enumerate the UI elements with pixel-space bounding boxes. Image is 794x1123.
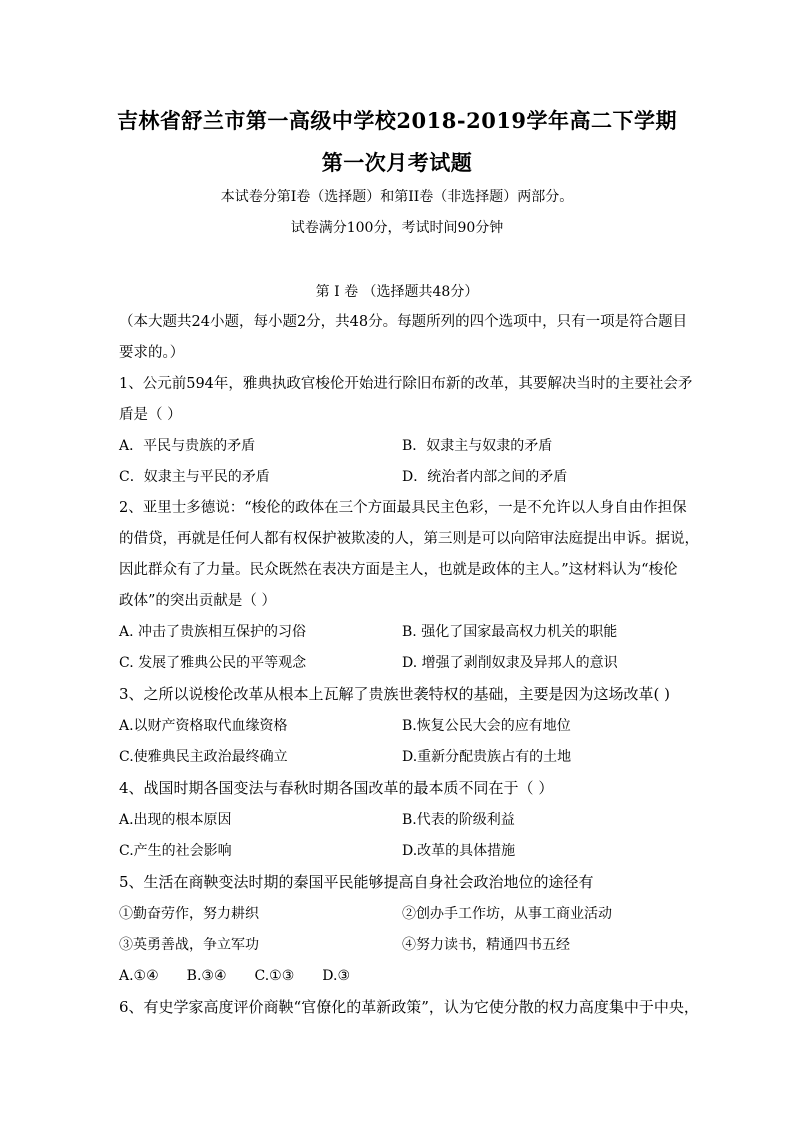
q2-option-c: C. 发展了雅典公民的平等观念 (119, 655, 307, 671)
q5-options (119, 966, 350, 986)
q5-option-d: D.③ (322, 968, 351, 984)
q3-option-b: B.恢复公民大会的应有地位 (402, 718, 571, 734)
q1-option-a: A．平民与贵族的矛盾 (119, 438, 256, 454)
q2-stem-line4: 政体”的突出贡献是（ ） (119, 593, 277, 609)
q2-stem-line2: 的借贷，再就是任何人都有权保护被欺凌的人，第三则是可以向陪审法庭提出申诉。据说， (119, 531, 699, 547)
q2-option-d: D. 增强了剥削奴隶及异邦人的意识 (402, 655, 618, 671)
q5-item-4: ④努力读书，精通四书五经 (402, 937, 570, 953)
q1-option-b: B．奴隶主与奴隶的矛盾 (402, 438, 553, 454)
q2-option-a: A. 冲击了贵族相互保护的习俗 (119, 624, 307, 640)
intro-line1: 本试卷分第Ⅰ卷（选择题）和第II卷（非选择题）两部分。 (220, 189, 574, 205)
intro-line2: 试卷满分100分，考试时间90分钟 (290, 220, 504, 236)
exam-title-line1: 吉林省舒兰市第一高级中学校2018-2019学年高二下学期 (116, 108, 678, 133)
q5-stem: 5、生活在商鞅变法时期的秦国平民能够提高自身社会政治地位的途径有 (119, 873, 594, 891)
exam-title-line2: 第一次月考试题 (321, 150, 473, 175)
q6-stem-line1: 6、有史学家高度评价商鞅“官僚化的革新政策”，认为它使分散的权力高度集中于中央， (119, 998, 699, 1016)
q1-stem-line2: 盾是（ ） (119, 407, 182, 423)
q5-item-2: ②创办手工作坊，从事工商业活动 (402, 906, 612, 922)
q1-option-d: D．统治者内部之间的矛盾 (402, 469, 568, 485)
q3-option-d: D.重新分配贵族占有的土地 (402, 749, 572, 765)
q5-option-b: B.③④ (186, 968, 227, 984)
q3-option-a: A.以财产资格取代血缘资格 (119, 718, 288, 734)
section-heading: 第 Ⅰ 卷 （选择题共48分） (315, 284, 479, 300)
q3-option-c: C.使雅典民主政治最终确立 (119, 749, 288, 765)
q4-option-a: A.出现的根本原因 (119, 812, 232, 828)
q4-option-d: D.改革的具体措施 (402, 843, 516, 859)
instructions-line1: （本大题共24小题，每小题2分，共48分。每题所列的四个选项中，只有一项是符合题目 (119, 314, 688, 330)
q2-option-b: B. 强化了国家最高权力机关的职能 (402, 624, 618, 640)
instructions-line2: 要求的。） (119, 345, 185, 361)
q5-item-3: ③英勇善战，争立军功 (119, 937, 259, 953)
q1-stem-line1: 1、公元前594年，雅典执政官梭伦开始进行除旧布新的改革，其要解决当时的主要社会矛 (119, 376, 693, 392)
q4-stem: 4、战国时期各国变法与春秋时期各国改革的最本质不同在于（ ） (119, 779, 554, 797)
q1-option-c: C．奴隶主与平民的矛盾 (119, 469, 270, 485)
q3-stem: 3、之所以说梭伦改革从根本上瓦解了贵族世袭特权的基础，主要是因为这场改革( ) (119, 685, 671, 703)
q2-stem-line3: 因此群众有了力量。民众既然在表决方面是主人，也就是政体的主人。”这材料认为“梭伦 (119, 562, 678, 578)
q4-option-b: B.代表的阶级利益 (402, 812, 515, 828)
q5-option-a: A.①④ (119, 968, 159, 984)
q4-option-c: C.产生的社会影响 (119, 843, 232, 859)
q5-option-c: C.①③ (254, 968, 295, 984)
q5-item-1: ①勤奋劳作，努力耕织 (119, 906, 259, 922)
q2-stem-line1: 2、亚里士多德说：“梭伦的政体在三个方面最具民主色彩，一是不允许以人身自由作担保 (119, 500, 687, 516)
